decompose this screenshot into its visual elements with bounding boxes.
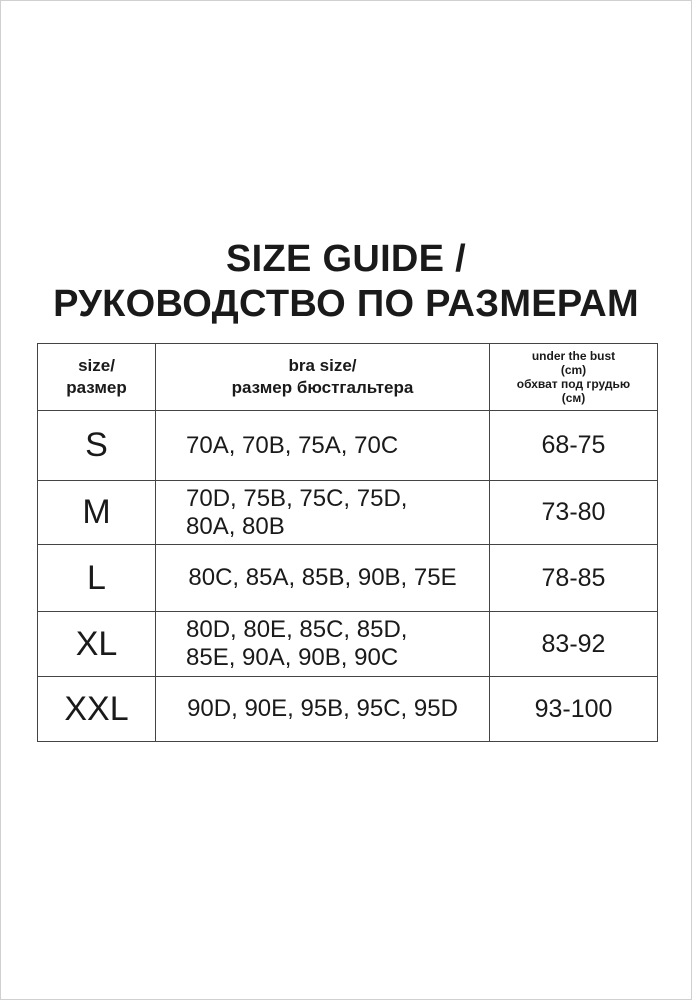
table-row bbox=[38, 677, 658, 742]
header-size: size/ размер bbox=[38, 344, 156, 411]
page-title-russian: РУКОВОДСТВО ПО РАЗМЕРАМ bbox=[53, 283, 639, 325]
header-bra-size: bra size/ размер бюстгальтера bbox=[156, 344, 490, 411]
size-cell: L bbox=[38, 545, 156, 612]
under-bust-cell: 83-92 bbox=[490, 612, 658, 677]
table-row bbox=[38, 612, 658, 677]
bra-size-cell: 70A, 70B, 75A, 70C bbox=[156, 411, 490, 481]
table-header-row bbox=[38, 344, 658, 411]
bra-size-cell: 90D, 90E, 95B, 95C, 95D bbox=[156, 677, 490, 742]
table-row bbox=[38, 411, 658, 481]
size-table bbox=[37, 343, 658, 742]
under-bust-cell: 78-85 bbox=[490, 545, 658, 612]
table-row bbox=[38, 545, 658, 612]
size-cell: S bbox=[38, 411, 156, 481]
page-title: SIZE GUIDE / bbox=[225, 238, 467, 280]
under-bust-cell: 93-100 bbox=[490, 677, 658, 742]
size-cell: M bbox=[38, 481, 156, 545]
size-cell: XL bbox=[38, 612, 156, 677]
bra-size-cell: 70D, 75B, 75C, 75D, 80A, 80B bbox=[156, 481, 490, 545]
under-bust-cell: 73-80 bbox=[490, 481, 658, 545]
header-under-bust: under the bust (cm) обхват под грудью (см) bbox=[490, 344, 658, 411]
bra-size-cell: 80D, 80E, 85C, 85D, 85E, 90A, 90B, 90C bbox=[156, 612, 490, 677]
bra-size-cell: 80C, 85A, 85B, 90B, 75E bbox=[156, 545, 490, 612]
table-row bbox=[38, 481, 658, 545]
under-bust-cell: 68-75 bbox=[490, 411, 658, 481]
size-cell: XXL bbox=[38, 677, 156, 742]
